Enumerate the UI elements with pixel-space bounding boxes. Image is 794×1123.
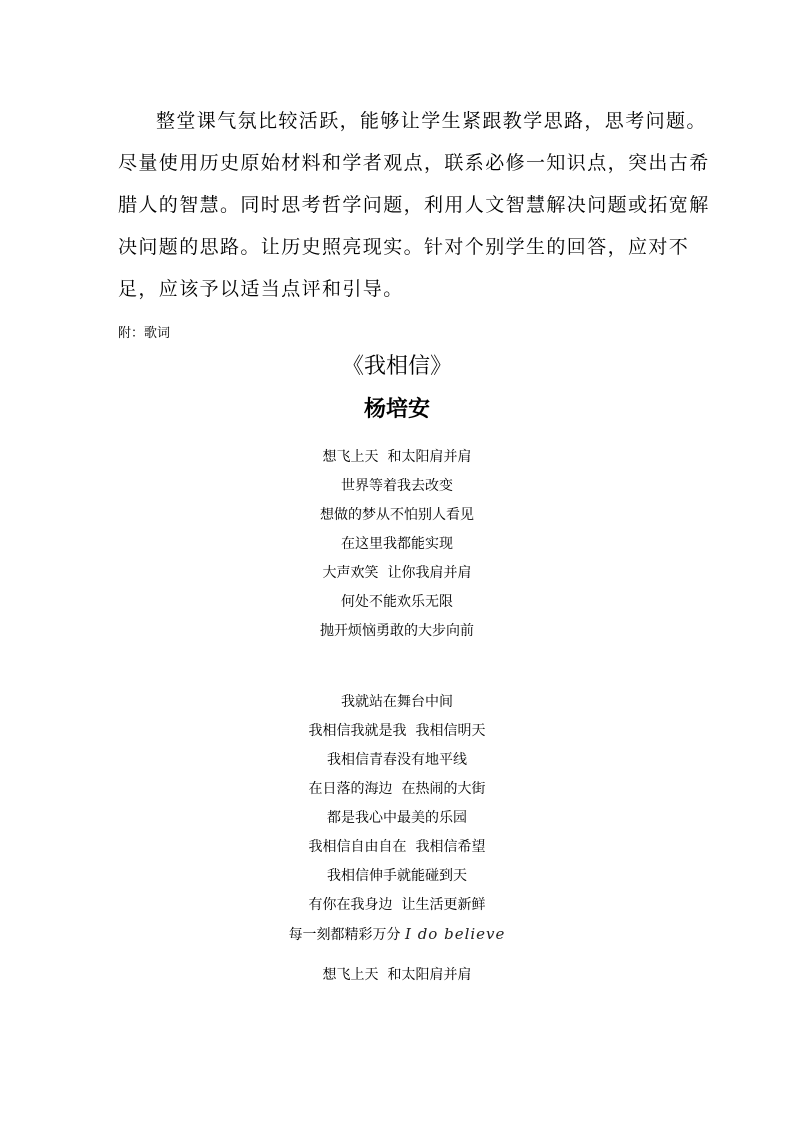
reflection-paragraph [118,100,710,310]
lyric-line-mixed [0,920,794,949]
song-title: 《我相信》 [341,354,452,379]
lyric-line: 我就站在舞台中间 [341,694,453,710]
lyrics-verse-3 [0,961,794,990]
lyric-chinese-part: 每一刻都精彩万分 [288,927,401,943]
lyric-line: 在这里我都能实现 [341,536,453,552]
lyric-line: 我相信自由自在 我相信希望 [308,839,486,855]
lyrics-verse-2 [0,688,794,949]
lyric-line: 何处不能欢乐无限 [341,594,453,610]
appendix-label: 附：歌词 [118,326,171,341]
paragraph-line: 足，应该予以适当点评和引导。 [118,278,404,300]
lyric-line: 大声欢笑 让你我肩并肩 [322,565,472,581]
lyric-line: 想飞上天 和太阳肩并肩 [322,449,472,465]
lyric-line: 都是我心中最美的乐园 [327,810,467,826]
paragraph-line: 尽量使用历史原始材料和学者观点，联系必修一知识点，突出古希 [118,152,710,174]
paragraph-line: 决问题的思路。让历史照亮现实。针对个别学生的回答，应对不 [118,236,690,258]
lyric-line: 想飞上天 和太阳肩并肩 [322,967,472,983]
lyric-line: 世界等着我去改变 [341,478,453,494]
lyric-line: 抛开烦恼勇敢的大步向前 [320,623,474,639]
lyric-line: 我相信伸手就能碰到天 [327,868,467,884]
lyric-line: 我相信我就是我 我相信明天 [308,723,486,739]
song-artist: 杨培安 [363,396,430,422]
lyric-line: 我相信青春没有地平线 [327,752,467,768]
paragraph-line: 腊人的智慧。同时思考哲学问题，利用人文智慧解决问题或拓宽解 [118,194,710,216]
lyric-english-part: I do believe [405,925,506,943]
lyrics-verse-1 [0,443,794,646]
paragraph-line: 整堂课气氛比较活跃，能够让学生紧跟教学思路，思考问题。 [156,110,707,132]
lyric-line: 有你在我身边 让生活更新鲜 [308,897,486,913]
lyric-line: 在日落的海边 在热闹的大街 [308,781,486,797]
lyric-line: 想做的梦从不怕别人看见 [320,507,474,523]
